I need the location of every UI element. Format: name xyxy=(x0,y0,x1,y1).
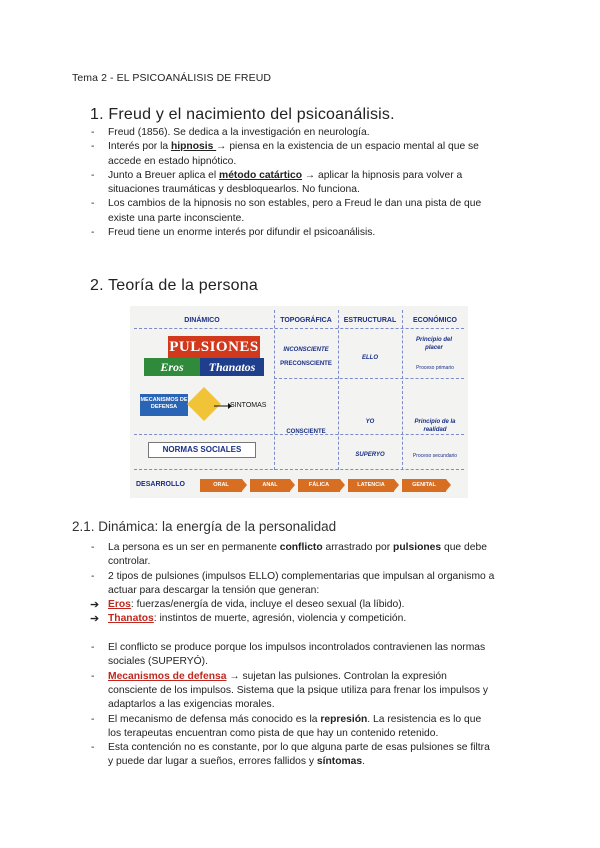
list-item: ➔ Thanatos: instintos de muerte, agresión, violencia y competición. xyxy=(90,613,407,626)
grid-line xyxy=(134,328,464,329)
personality-diagram xyxy=(130,306,468,498)
grid-line xyxy=(274,378,464,379)
section-2-title: 2. Teoría de la persona xyxy=(90,277,258,294)
col-topografica: TOPOGRÁFICA xyxy=(280,317,332,324)
list-item: - El conflicto se produce porque los impulsos incontrolados contravienen las normas sociales (SUPERYÓ). xyxy=(91,642,486,668)
stage-falica: FÁLICA xyxy=(298,479,340,492)
principio-realidad-label: Principio de la realidad xyxy=(414,419,456,433)
superyo-label: SUPERYO xyxy=(355,452,385,458)
stage-oral: ORAL xyxy=(200,479,242,492)
mecanismos-label: MECANISMOS DE DEFENSA xyxy=(140,394,188,416)
eros-label: Eros xyxy=(144,358,200,376)
col-dinamico: DINÁMICO xyxy=(184,317,220,324)
grid-line xyxy=(134,469,464,470)
yo-label: YO xyxy=(365,419,375,425)
section-1-list xyxy=(72,126,542,240)
list-item: - Mecanismos de defensa → sujetan las pulsiones. Controlan la expresión consciente de los impulsos. Sistema que la psique utiliza para frenar los impulsos y adaptarlos a las exigencias morales. xyxy=(91,670,489,711)
list-item: ➔ Eros: fuerzas/energía de vida, incluye el deseo sexual (la líbido). xyxy=(90,599,405,612)
stage-anal: ANAL xyxy=(250,479,290,492)
list-item: - Los cambios de la hipnosis no son estables, pero a Freud le dan una pista de que existe una parte inconsciente. xyxy=(91,198,482,224)
principio-placer-label: Principio del placer xyxy=(415,337,452,351)
col-estructural: ESTRUCTURAL xyxy=(343,317,397,324)
spacer xyxy=(72,627,552,641)
col-economico: ECONÓMICO xyxy=(413,317,457,324)
grid-line xyxy=(274,310,275,470)
list-item: - Freud (1856). Se dedica a la investigación en neurología. xyxy=(91,127,370,138)
proceso-primario-label: Proceso primario xyxy=(416,365,454,371)
page-header: Tema 2 - EL PSICOANÁLISIS DE FREUD xyxy=(72,72,272,84)
normas-label: NORMAS SOCIALES xyxy=(148,442,256,458)
desarrollo-label: DESARROLLO xyxy=(136,481,185,488)
list-item: - Freud tiene un enorme interés por difundir el psicoanálisis. xyxy=(91,227,376,239)
section-2-1-title: 2.1. Dinámica: la energía de la personalidad xyxy=(72,519,337,534)
consciente-label: CONSCIENTE xyxy=(286,429,326,435)
section-1-title: 1. Freud y el nacimiento del psicoanálisis. xyxy=(90,106,395,123)
arrow-bullet-icon: ➔ xyxy=(90,613,100,626)
thanatos-label: Thanatos xyxy=(200,358,264,376)
proceso-secundario-label: Proceso secundario xyxy=(412,453,458,459)
pulsiones-label: PULSIONES xyxy=(168,336,260,358)
grid-line xyxy=(338,310,339,470)
sintomas-label: SINTOMAS xyxy=(230,402,267,409)
list-item: - 2 tipos de pulsiones (impulsos ELLO) complementarias que impulsan al organismo a actuar para descargar la tensión que generan: xyxy=(91,570,495,596)
section-2-1-list xyxy=(72,541,552,770)
list-item: - El mecanismo de defensa más conocido es la represión. La resistencia es lo que los terapeutas encuentran como pista de que hay un contenido retenido. xyxy=(91,713,482,739)
list-item: - Esta contención no es constante, por lo que alguna parte de esas pulsiones se filtra y puede dar lugar a sueños, errores fallidos y síntomas. xyxy=(91,742,490,768)
list-item: - Interés por la hipnosis → piensa en la existencia de un espacio mental al que se accede en estado hipnótico. xyxy=(91,141,479,167)
stage-genital: GENITAL xyxy=(402,479,446,492)
stage-latencia: LATENCIA xyxy=(348,479,394,492)
grid-line xyxy=(402,310,403,470)
arrow-bullet-icon: ➔ xyxy=(90,599,100,612)
list-item: - Junto a Breuer aplica el método catártico → aplicar la hipnosis para volver a situaciones traumáticas y desbloquearlos. No funciona. xyxy=(91,169,463,196)
ello-label: ELLO xyxy=(362,355,378,361)
inconsciente-label: INCONSCIENTE xyxy=(283,347,329,353)
preconsciente-label: PRECONSCIENTE xyxy=(280,361,332,367)
list-item: - La persona es un ser en permanente conflicto arrastrado por pulsiones que debe controlar. xyxy=(91,542,487,568)
